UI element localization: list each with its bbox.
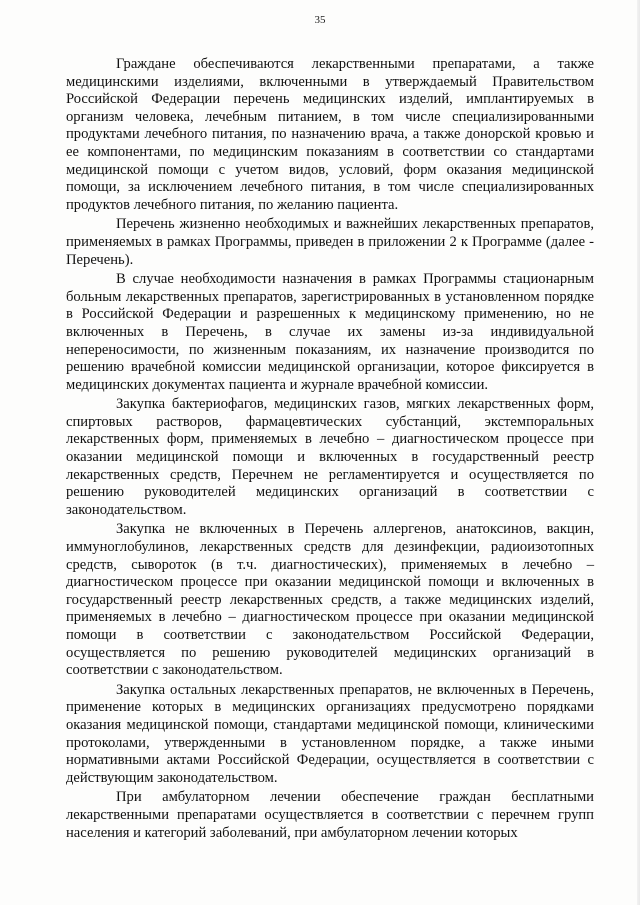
- page-number: 35: [314, 14, 326, 26]
- document-body: [66, 56, 594, 844]
- paragraph-inpatient-prescription: В случае необходимости назначения в рамках Программы стационарным больным лекарственных препаратов, зарегистрированных в установленном порядке в Российской Федерации и разрешенных к медицинскому применению, но не включенных в Перечень, в случае их замены из-за индивидуальной непереносимости, по жизненным показаниям, их назначение производится по решению врачебной комиссии медицинской организации, которое фиксируется в медицинских документах пациента и журнале врачебной комиссии.: [66, 271, 594, 393]
- paragraph-other-drugs-procurement: Закупка остальных лекарственных препаратов, не включенных в Перечень, применение которых в медицинских организациях предусмотрено порядками оказания медицинской помощи, стандартами медицинской помощи, клиническими протоколами, утвержденными в установленном порядке, а также иными нормативными актами Российской Федерации, осуществляется в соответствии с действующим законодательством.: [66, 681, 594, 786]
- paragraph-essential-drugs-list: Перечень жизненно необходимых и важнейших лекарственных препаратов, применяемых в рамках Программы, приведен в приложении 2 к Программе (далее - Перечень).: [66, 216, 594, 268]
- paragraph-supply-of-medicines: Граждане обеспечиваются лекарственными препаратами, а также медицинскими изделиями, включенными в утверждаемый Правительством Российской Федерации перечень медицинских изделий, имплантируемых в организм человека, лечебным питанием, в том числе специализированными продуктами лечебного питания, по назначению врача, а также донорской кровью и ее компонентами, по медицинским показаниям в соответствии со стандартами медицинской помощи с учетом видов, условий, форм оказания медицинской помощи, за исключением лечебного питания, в том числе специализированных продуктов лечебного питания, по желанию пациента.: [66, 56, 594, 213]
- paragraph-outpatient-treatment: При амбулаторном лечении обеспечение граждан бесплатными лекарственными препаратами осуществляется в соответствии с перечнем групп населения и категорий заболеваний, при амбулаторном лечении которых: [66, 789, 594, 841]
- paragraph-allergen-vaccine-procurement: Закупка не включенных в Перечень аллергенов, анатоксинов, вакцин, иммуноглобулинов, лекарственных средств для дезинфекции, радиоизотопных средств, сывороток (в т.ч. диагностических), применяемых в лечебно – диагностическом процессе при оказании медицинской помощи и включенных в государственный реестр лекарственных средств, а также медицинских изделий, применяемых в лечебно – диагностическом процессе при оказании медицинской помощи в соответствии с законодательством Российской Федерации, осуществляется по решению руководителей медицинских организаций в соответствии с законодательством.: [66, 521, 594, 679]
- paragraph-bacteriophage-procurement: Закупка бактериофагов, медицинских газов, мягких лекарственных форм, спиртовых растворов, фармацевтических субстанций, экстемпоральных лекарственных форм, применяемых в лечебно – диагностическом процессе при оказании медицинской помощи и включенных в государственный реестр лекарственных средств, Перечнем не регламентируется и осуществляется по решению руководителей медицинских организаций в соответствии с законодательством.: [66, 396, 594, 518]
